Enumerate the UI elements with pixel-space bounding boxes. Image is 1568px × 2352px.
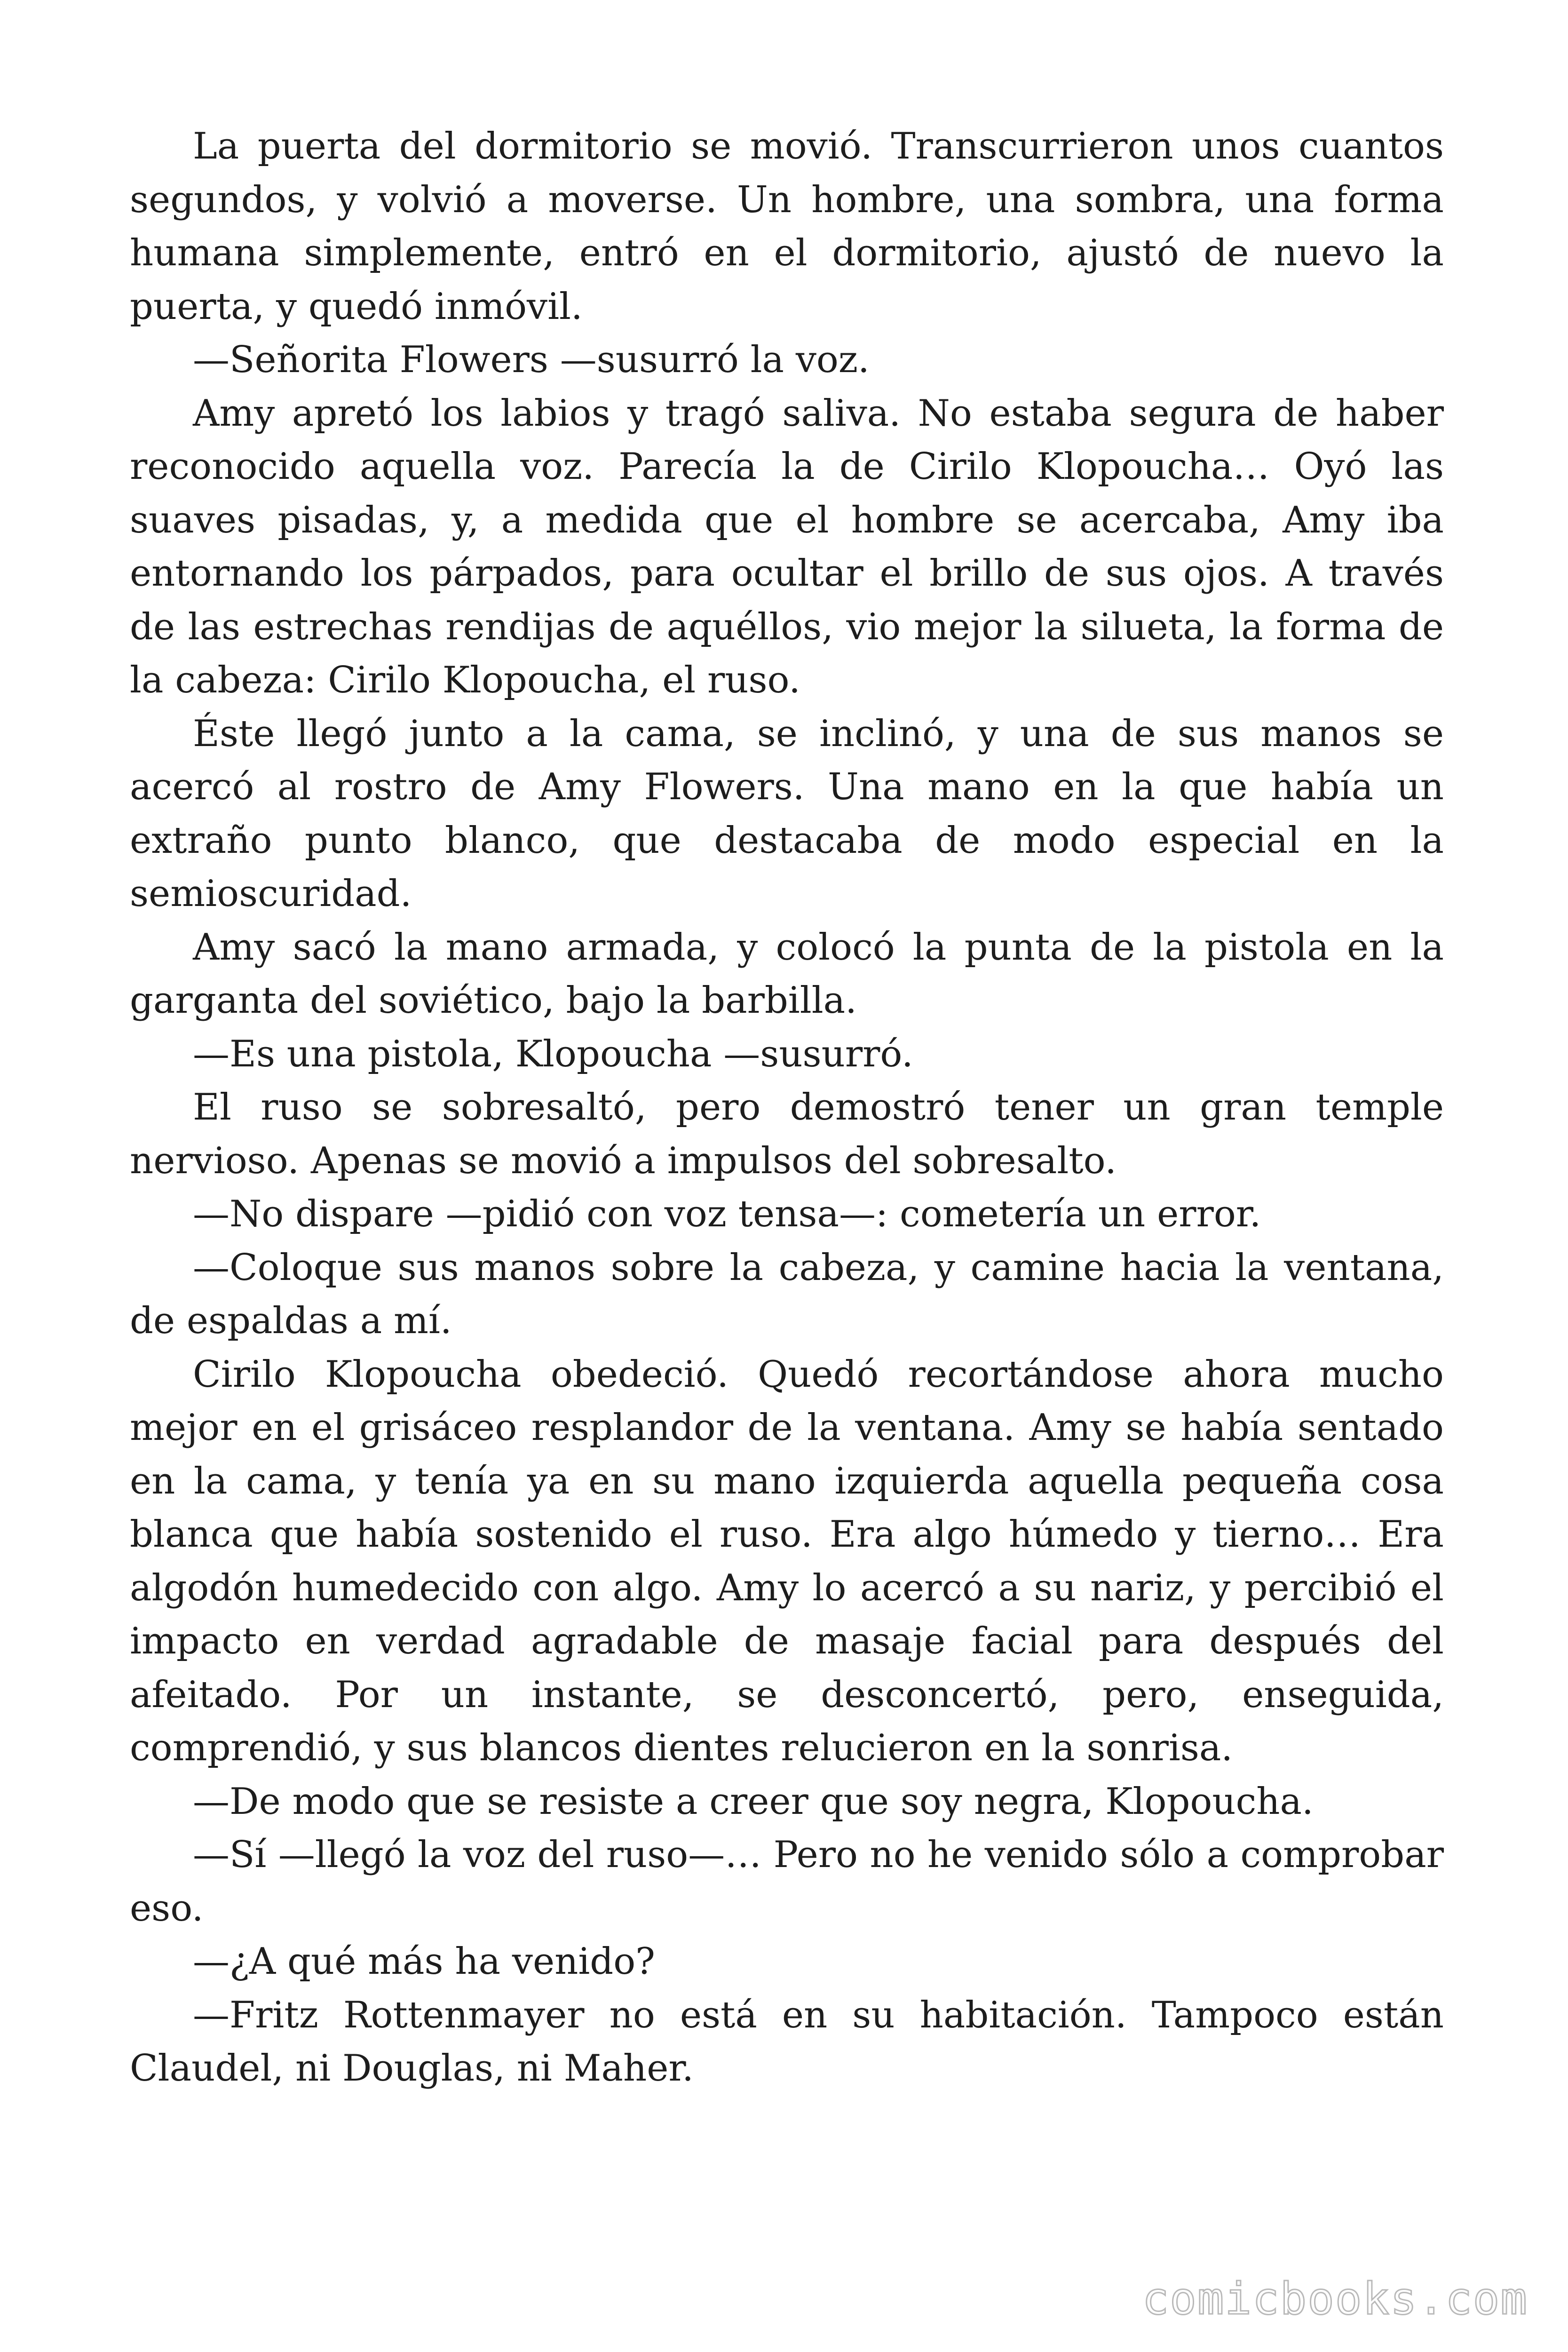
paragraph: —Es una pistola, Klopoucha —susurró. <box>193 1033 913 1075</box>
paragraph: Amy sacó la mano armada, y colocó la punta de la pistola en la garganta del soviético, bajo la barbilla. <box>130 926 1444 1022</box>
paragraph: Éste llegó junto a la cama, se inclinó, y una de sus manos se acercó al rostro de Amy Flowers. Una mano en la que había un extraño punto blanco, que destacaba de modo especial en la semioscuridad. <box>130 712 1444 915</box>
page-text <box>130 120 1444 2096</box>
paragraph: —No dispare —pidió con voz tensa—: cometería un error. <box>193 1193 1261 1235</box>
paragraph: Amy apretó los labios y tragó saliva. No estaba segura de haber reconocido aquella voz. Parecía la de Cirilo Klopoucha… Oyó las suaves pisadas, y, a medida que el hombre se acercaba, Amy iba entornando los párpados, para ocultar el brillo de sus ojos. A través de las estrechas rendijas de aquéllos, vio mejor la silueta, la forma de la cabeza: Cirilo Klopoucha, el ruso. <box>130 392 1444 701</box>
paragraph: El ruso se sobresaltó, pero demostró tener un gran temple nervioso. Apenas se movió a impulsos del sobresalto. <box>130 1086 1444 1182</box>
watermark: comicbooks.com <box>1142 2273 1528 2325</box>
paragraph: —Fritz Rottenmayer no está en su habitación. Tampoco están Claudel, ni Douglas, ni Maher. <box>130 1994 1444 2090</box>
paragraph: —Señorita Flowers —susurró la voz. <box>193 339 870 381</box>
paragraph: Cirilo Klopoucha obedeció. Quedó recortándose ahora mucho mejor en el grisáceo resplandor de la ventana. Amy se había sentado en la cama, y tenía ya en su mano izquierda aquella pequeña cosa blanca que había sostenido el ruso. Era algo húmedo y tierno… Era algodón humedecido con algo. Amy lo acercó a su nariz, y percibió el impacto en verdad agradable de masaje facial para después del afeitado. Por un instante, se desconcertó, pero, enseguida, comprendió, y sus blancos dientes relucieron en la sonrisa. <box>130 1353 1444 1769</box>
paragraph: —Sí —llegó la voz del ruso—… Pero no he venido sólo a comprobar eso. <box>130 1834 1444 1930</box>
paragraph: —Coloque sus manos sobre la cabeza, y camine hacia la ventana, de espaldas a mí. <box>130 1246 1444 1342</box>
paragraph: —De modo que se resiste a creer que soy negra, Klopoucha. <box>193 1780 1314 1823</box>
paragraph: La puerta del dormitorio se movió. Transcurrieron unos cuantos segundos, y volvió a moverse. Un hombre, una sombra, una forma humana simplemente, entró en el dormitorio, ajustó de nuevo la puerta, y quedó inmóvil. <box>130 125 1444 328</box>
paragraph: —¿A qué más ha venido? <box>193 1940 655 1983</box>
